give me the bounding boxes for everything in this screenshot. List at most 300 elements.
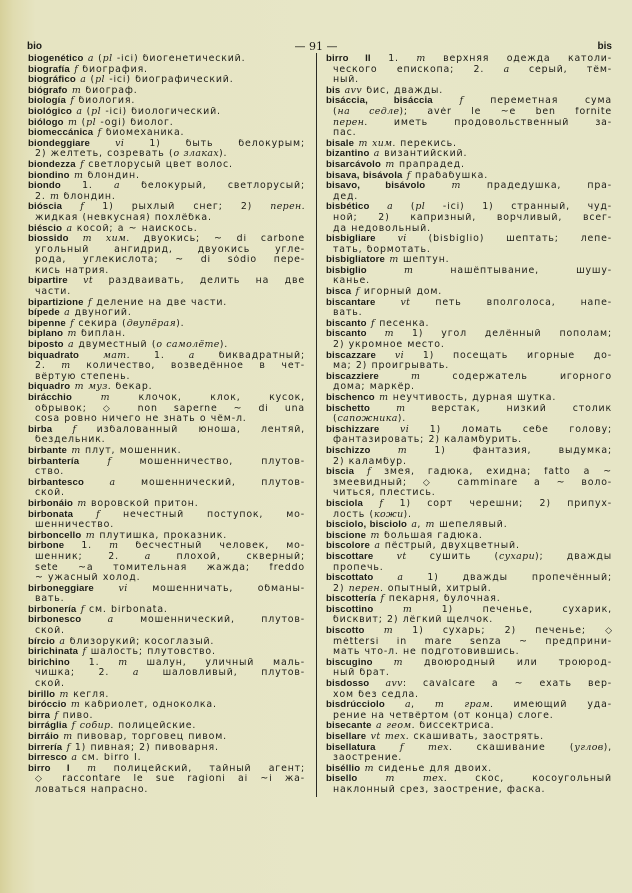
dictionary-entry <box>326 743 612 764</box>
entry-line: bisáccia, bisáccia f переметная сума <box>326 96 612 107</box>
entry-line: ской. <box>35 488 65 499</box>
dictionary-entry <box>326 372 612 393</box>
entry-line: bióscia f 1) рыхлый снег; 2) перен. <box>28 202 305 213</box>
grammar-label: f <box>355 287 360 298</box>
entry-line: birbante m плут, мошенник. <box>28 445 182 456</box>
headword: bisarcávolo <box>326 159 381 170</box>
grammar-label: vi <box>118 583 128 594</box>
entry-line: birichinata f шалость; плутовство. <box>28 647 216 658</box>
entry-line: biquadro m муз. бекар. <box>28 382 153 393</box>
grammar-label: двупёрая <box>126 318 177 329</box>
entry-line: biposto a двуместный (о самолёте). <box>28 340 229 351</box>
entry-line: biplano m биплан. <box>28 329 126 340</box>
dictionary-entry <box>28 107 305 118</box>
dictionary-entry <box>28 637 305 648</box>
entry-line: пас. <box>333 128 357 139</box>
entry-line: шенничество. <box>35 520 115 531</box>
page-number: — 91 — <box>294 40 338 53</box>
entry-line: sete ~a томительная жажда; freddo <box>35 562 305 573</box>
entry-line: ◇ raccontare le sue ragioni ai ~i жа- <box>35 774 305 785</box>
grammar-label: a <box>66 223 73 234</box>
dictionary-entry <box>326 721 612 732</box>
grammar-label: m <box>425 520 435 531</box>
grammar-label: о злаках <box>173 149 220 160</box>
dictionary-entry <box>28 65 305 76</box>
grammar-label: m <box>63 732 73 742</box>
entry-line: birbonata f нечестный поступок, мо- <box>28 509 305 520</box>
entry-line: biológico a (pl -ici) биологический. <box>28 106 221 117</box>
dictionary-entry <box>326 732 612 743</box>
grammar-label: f <box>80 202 85 213</box>
entry-line: bisecante a геом. биссектриса. <box>326 721 495 732</box>
running-head-right: bis <box>597 41 612 52</box>
headword: birboneggiare <box>28 583 94 594</box>
headword: biográfico <box>28 75 76 86</box>
dictionary-entry <box>326 255 612 266</box>
grammar-label: m <box>411 371 421 382</box>
dictionary-entry <box>28 753 305 764</box>
entry-line: biscanto f песенка. <box>326 318 430 329</box>
grammar-label: f <box>367 467 372 478</box>
dictionary-entry <box>326 54 612 86</box>
grammar-label: m <box>370 530 380 541</box>
headword: biondino <box>28 170 70 181</box>
entry-line: biscottare vt сушить (сухари); дважды <box>326 551 612 562</box>
grammar-label: f <box>459 96 464 107</box>
grammar-label: vi <box>115 138 125 149</box>
headword: bischetto <box>326 403 370 414</box>
grammar-label: pl <box>95 75 105 86</box>
entry-line: ской. <box>35 626 65 637</box>
entry-line: biográfico a (pl -ici) биографический. <box>28 75 234 86</box>
headword: biondeggiare <box>28 138 91 149</box>
entry-line: bisellatura f тех. скашивание (углов), <box>326 742 612 753</box>
entry-line: biscottato a 1) дважды пропечённый; <box>326 573 612 584</box>
entry-line: пропечь. <box>333 562 384 573</box>
headword: bisello <box>326 774 358 785</box>
headword: biscazziere <box>326 371 379 382</box>
grammar-label: m <box>396 403 406 414</box>
entry-line: 2. m количество, возведённое в чет- <box>35 361 305 372</box>
entry-line: ный. <box>333 75 360 86</box>
dictionary-entry <box>28 605 305 616</box>
grammar-label: грам. <box>464 700 494 711</box>
dictionary-entry <box>326 520 612 531</box>
headword: bipartizione <box>28 297 84 308</box>
dictionary-entry <box>326 86 612 97</box>
grammar-label: m <box>364 763 374 774</box>
grammar-label: f <box>54 710 59 721</box>
entry-line: чишка; 2. a шаловливый, плутов- <box>35 668 305 679</box>
dictionary-entry <box>28 700 305 711</box>
entry-line: bisavo, bisávolo m прадедушка, пра- <box>326 181 612 192</box>
headword: biquadrato <box>28 350 80 361</box>
grammar-label: m <box>59 689 69 700</box>
headword: biscanto <box>326 318 367 329</box>
entry-line: bisava, bisávola f прабабушка. <box>326 170 489 181</box>
grammar-label: a <box>144 551 151 562</box>
grammar-label: тех. <box>428 742 453 753</box>
entry-line: biondino m блондин. <box>28 170 140 181</box>
entry-line: ный брат. <box>333 668 390 679</box>
grammar-label: a <box>397 573 404 584</box>
dictionary-entry <box>28 298 305 309</box>
dictionary-entry <box>28 393 305 425</box>
dictionary-entry <box>28 647 305 658</box>
grammar-label: f <box>97 128 102 139</box>
headword: bisecante <box>326 721 372 732</box>
grammar-label: a <box>373 149 380 160</box>
dictionary-entry <box>28 160 305 171</box>
entry-line: bisellare vt тех. скашивать, заострять. <box>326 732 544 742</box>
entry-line: bipartizione f деление на две части. <box>28 297 228 308</box>
entry-line: перен. иметь продовольственный за- <box>333 117 612 128</box>
diamond-icon: ◇ <box>422 477 442 488</box>
entry-line: birbone 1. m бесчестный человек, мо- <box>28 541 305 552</box>
entry-line: рение на четвёртом (от конца) слоге. <box>333 710 554 721</box>
grammar-label: m <box>77 498 87 509</box>
grammar-label: m <box>451 181 461 192</box>
entry-line: bischizzare vi 1) ломать себе голову; <box>326 424 612 435</box>
entry-line: ской. <box>35 679 65 690</box>
headword: bis <box>326 85 341 96</box>
entry-line: фантазировать; 2) каламбурить. <box>333 435 522 446</box>
entry-line: birresco a см. birro I. <box>28 753 142 764</box>
entry-line: biscotto m 1) сухарь; 2) печенье; ◇ <box>326 626 612 637</box>
entry-line: ма; 2) проигрывать. <box>333 361 450 372</box>
dictionary-entry <box>326 594 612 605</box>
entry-line: birbonería f см. birbonata. <box>28 604 168 615</box>
grammar-label: a <box>188 350 195 361</box>
grammar-label: m <box>389 255 399 266</box>
entry-line: шенник; 2. a плохой, скверный; <box>35 551 305 562</box>
dictionary-entry <box>28 54 305 65</box>
dictionary-entry <box>28 276 305 297</box>
grammar-label: о самолёте <box>156 340 220 351</box>
grammar-label: m <box>109 541 119 552</box>
right-column <box>326 54 612 796</box>
entry-line: bisbigliare vi (bisbíglio) шептать; лепе- <box>326 234 612 245</box>
entry-line: bisarcávolo m прапрадед. <box>326 159 465 170</box>
entry-line: ческого епископа; 2. a серый, тём- <box>333 64 612 75</box>
grammar-label: m <box>416 54 426 64</box>
grammar-label: f <box>371 318 375 329</box>
headword: birbonería <box>28 604 77 615</box>
headword: birbone <box>28 541 65 552</box>
dictionary-entry <box>28 721 305 732</box>
headword: biogenético <box>28 54 84 64</box>
headword: bisca <box>326 287 352 298</box>
entry-line: 2) укромное место. <box>333 340 445 351</box>
grammar-label: f <box>82 647 87 658</box>
entry-line: хом без седла. <box>333 689 419 700</box>
dictionary-entry <box>28 457 305 478</box>
entry-line: méttersi in mare senza ~ предприни- <box>333 636 612 647</box>
headword: biplano <box>28 329 64 340</box>
entry-line: ство. <box>35 467 65 478</box>
headword: bisciola <box>326 498 363 509</box>
entry-line: birichino 1. m шалун, уличный маль- <box>28 657 305 668</box>
headword: biscazzare <box>326 350 377 361</box>
headword: birráio <box>28 732 59 742</box>
grammar-label: кожи <box>373 509 404 520</box>
headword: bisciolo, bisciolo <box>326 520 408 531</box>
headword: bischizzo <box>326 445 371 456</box>
entry-line: biscazzare vi 1) посещать игорные до- <box>326 350 612 361</box>
entry-line: обрывок; ◇ non saperne ~ di una <box>35 403 305 414</box>
headword: biquadro <box>28 382 71 393</box>
dictionary-entry <box>28 234 305 276</box>
entry-line: birro II 1. m верхняя одежда католи- <box>326 54 612 64</box>
grammar-label: m <box>384 329 394 340</box>
entry-line: (на седле); avér le ~e ben fornite <box>333 106 612 117</box>
entry-line: bisale m хим. перекись. <box>326 138 457 149</box>
grammar-label: m <box>74 382 84 393</box>
dictionary-entry <box>326 96 612 138</box>
grammar-label: f <box>74 64 79 75</box>
entry-line: канье. <box>333 276 370 287</box>
entry-line: birrería f 1) пивная; 2) пивоварня. <box>28 742 219 753</box>
grammar-label: a <box>387 202 394 213</box>
grammar-label: a <box>87 54 94 64</box>
entry-line: 2) желтеть, созревать (о злаках). <box>35 149 228 160</box>
grammar-label: хим. <box>105 234 130 245</box>
grammar-label: сухари <box>499 551 536 562</box>
entry-line: biscottería f пекарня, булочная. <box>326 594 501 605</box>
entry-line: biscia f змея, гадюка, ехидна; fatto a ~ <box>326 467 612 478</box>
grammar-label: m <box>67 329 77 340</box>
entry-line: да недовольный. <box>333 223 431 234</box>
headword: bipartire <box>28 276 68 287</box>
entry-line: вёртую степень. <box>35 371 131 382</box>
entry-line: bisca f игорный дом. <box>326 287 443 298</box>
grammar-label: f <box>107 456 112 467</box>
entry-line: biscottino m 1) печенье, сухарик, <box>326 604 612 615</box>
grammar-label: a <box>59 636 66 647</box>
dictionary-entry <box>326 679 612 700</box>
grammar-label: a <box>132 668 139 679</box>
dictionary-entry <box>326 149 612 160</box>
headword: bisbético <box>326 202 370 213</box>
dictionary-entry <box>28 499 305 510</box>
grammar-label: vt <box>396 551 407 562</box>
grammar-label: m <box>82 234 92 245</box>
entry-line: ной; 2) капризный, ворчливый, всег- <box>333 212 612 223</box>
entry-line: угольный ангидрид, двуокись угле- <box>35 244 305 255</box>
dictionary-entry <box>326 541 612 552</box>
entry-line: заострение. <box>333 753 403 764</box>
grammar-label: pl <box>91 106 101 117</box>
grammar-label: перен. <box>333 117 368 128</box>
entry-line: biscazziere m содержатель игорного <box>326 371 612 382</box>
dictionary-entry <box>326 181 612 202</box>
headword: biséllio <box>326 763 361 774</box>
entry-line: biólogo m (pl -ogi) биолог. <box>28 117 174 128</box>
dictionary-entry <box>326 658 612 679</box>
grammar-label: собир. <box>79 721 114 732</box>
entry-line: bischenco m неучтивость, дурная шутка. <box>326 393 557 403</box>
headword: bisbigliare <box>326 234 376 245</box>
entry-line: biondezza f светлорусый цвет волос. <box>28 159 233 170</box>
headword: birro I <box>28 763 70 774</box>
headword: bisdosso <box>326 679 370 690</box>
grammar-label: a <box>375 721 382 732</box>
headword: birresco <box>28 753 68 764</box>
entry-line: bischizzo m 1) фантазия, выдумка; <box>326 445 612 456</box>
dictionary-entry <box>28 732 305 743</box>
headword: biposto <box>28 340 64 351</box>
grammar-label: m <box>118 657 128 668</box>
grammar-label: f <box>71 721 76 732</box>
entry-line: biología f биология. <box>28 96 136 107</box>
headword: biología <box>28 96 66 107</box>
dictionary-entry <box>28 202 305 223</box>
entry-line: bisdrúcciolo a, m грам. имеющий уда- <box>326 700 612 711</box>
headword: birro II <box>326 54 371 64</box>
dictionary-entry <box>326 171 612 182</box>
headword: bióscia <box>28 202 63 213</box>
entry-line: birácchio m клочок, клок, кусок, <box>28 393 305 403</box>
grammar-label: m <box>379 393 389 403</box>
grammar-label: m <box>402 604 413 615</box>
entry-line: birro I m полицейский, тайный агент; <box>28 763 305 774</box>
entry-line: biossido m хим. двуокись; ~ di carbone <box>28 234 305 245</box>
entry-line: bisciolo, bisciolo a, m шепелявый. <box>326 520 508 531</box>
headword: biscantare <box>326 297 376 308</box>
left-column <box>28 54 305 796</box>
grammar-label: m <box>397 445 408 456</box>
entry-line: змеевидный; ◇ camminare a ~ воло- <box>333 477 612 488</box>
headword: biscottería <box>326 594 377 605</box>
headword: birbantería <box>28 456 80 467</box>
entry-line: 2) каламбур. <box>333 456 407 467</box>
entry-line: (сапожника). <box>333 414 407 425</box>
entry-line: жидкая (невкусная) похлёбка. <box>35 212 212 223</box>
dictionary-entry <box>326 700 612 721</box>
dictionary-entry <box>28 340 305 351</box>
headword: biscolore <box>326 541 371 552</box>
grammar-label: m <box>385 159 395 170</box>
entry-line: birboneggiare vi мошенничать, обманы- <box>28 583 305 594</box>
grammar-label: m <box>393 657 403 668</box>
headword: birra <box>28 710 51 721</box>
diamond-icon: ◇ <box>35 774 50 785</box>
entry-line: biondeggiare vi 1) быть белокурым; <box>28 138 305 149</box>
grammar-label: a <box>76 106 83 117</box>
dictionary-entry <box>28 541 305 583</box>
entry-line: ловаться напрасно. <box>35 784 149 795</box>
dictionary-entry <box>326 626 612 658</box>
grammar-label: a <box>109 477 116 488</box>
dictionary-entry <box>28 181 305 202</box>
grammar-label: f <box>80 604 85 615</box>
grammar-label: a <box>113 181 120 192</box>
grammar-label: m <box>403 265 414 276</box>
dictionary-entry <box>326 605 612 626</box>
headword: biscotto <box>326 626 365 637</box>
running-head-left: bio <box>27 41 42 52</box>
grammar-label: f <box>70 318 75 329</box>
dictionary-entry <box>28 658 305 690</box>
grammar-label: m <box>385 774 395 785</box>
entry-line: biséllio m сиденье для двоих. <box>326 763 492 774</box>
entry-line: мать что-л. не подготовившись. <box>333 647 520 658</box>
dictionary-entry <box>28 425 305 446</box>
headword: bizantino <box>326 149 370 160</box>
entry-line: bisdosso avv: cavalcare a ~ ехать вер- <box>326 679 612 690</box>
headword: biróccio <box>28 700 67 711</box>
headword: bisellare <box>326 732 367 742</box>
dictionary-entry <box>326 329 612 350</box>
entry-line: bipartire vt раздваивать, делить на две <box>28 276 305 287</box>
entry-line: bisello m тех. скос, косоугольный <box>326 774 612 785</box>
entry-line: birra f пиво. <box>28 710 94 721</box>
headword: birbonáio <box>28 498 74 509</box>
grammar-label: vi <box>397 234 407 245</box>
headword: biscugino <box>326 657 373 668</box>
entry-line: bírcio a близорукий; косоглазый. <box>28 636 215 647</box>
grammar-label: a <box>503 64 510 75</box>
grammar-label: f <box>96 509 100 520</box>
headword: bisdrúcciolo <box>326 700 385 711</box>
headword: biéscio <box>28 223 63 234</box>
grammar-label: m <box>71 85 82 96</box>
headword: birichinata <box>28 647 79 658</box>
entry-line: bípede a двуногий. <box>28 308 132 319</box>
grammar-label: vt <box>83 276 94 287</box>
dictionary-entry <box>28 319 305 330</box>
grammar-label: a <box>64 308 71 319</box>
dictionary-entry <box>326 287 612 298</box>
dictionary-entry <box>326 139 612 150</box>
dictionary-entry <box>28 128 305 139</box>
headword: bisbiglio <box>326 265 367 276</box>
grammar-label: m <box>100 393 110 403</box>
headword: bisavo, bisávolo <box>326 181 426 192</box>
dictionary-entry <box>28 711 305 722</box>
entry-line: birbantesco a мошеннический, плутов- <box>28 477 305 488</box>
dictionary-entry <box>28 615 305 636</box>
dictionary-entry <box>326 552 612 573</box>
grammar-label: vi <box>394 350 404 361</box>
grammar-label: pl <box>102 54 113 64</box>
dictionary-entry <box>28 139 305 160</box>
entry-line: biógrafo m биограф. <box>28 85 138 96</box>
headword: bisbigliatore <box>326 255 385 266</box>
entry-line: bisbiglio m нашёптывание, шушу- <box>326 265 612 276</box>
entry-line: bisciola f 1) сорт черешни; 2) припух- <box>326 498 612 509</box>
dictionary-entry <box>326 160 612 171</box>
headword: birácchio <box>28 393 73 403</box>
grammar-label: m <box>434 700 445 711</box>
grammar-label: vi <box>400 424 410 435</box>
grammar-label: a <box>71 753 78 764</box>
dictionary-entry <box>326 234 612 255</box>
dictionary-entry <box>28 329 305 340</box>
dictionary-entry <box>28 351 305 383</box>
entry-line: birráio m пивовар, торговец пивом. <box>28 732 227 742</box>
headword: bisava, bisávola <box>326 170 403 181</box>
entry-line: bipenne f секира (двупёрая). <box>28 318 185 329</box>
grammar-label: f <box>72 424 77 435</box>
entry-line: bis avv бис, дважды. <box>326 85 444 96</box>
headword: biscottino <box>326 604 374 615</box>
grammar-label: m <box>383 626 394 637</box>
dictionary-entry <box>326 425 612 446</box>
grammar-label: m <box>68 117 78 128</box>
grammar-label: f <box>70 96 75 107</box>
headword: biografía <box>28 64 70 75</box>
